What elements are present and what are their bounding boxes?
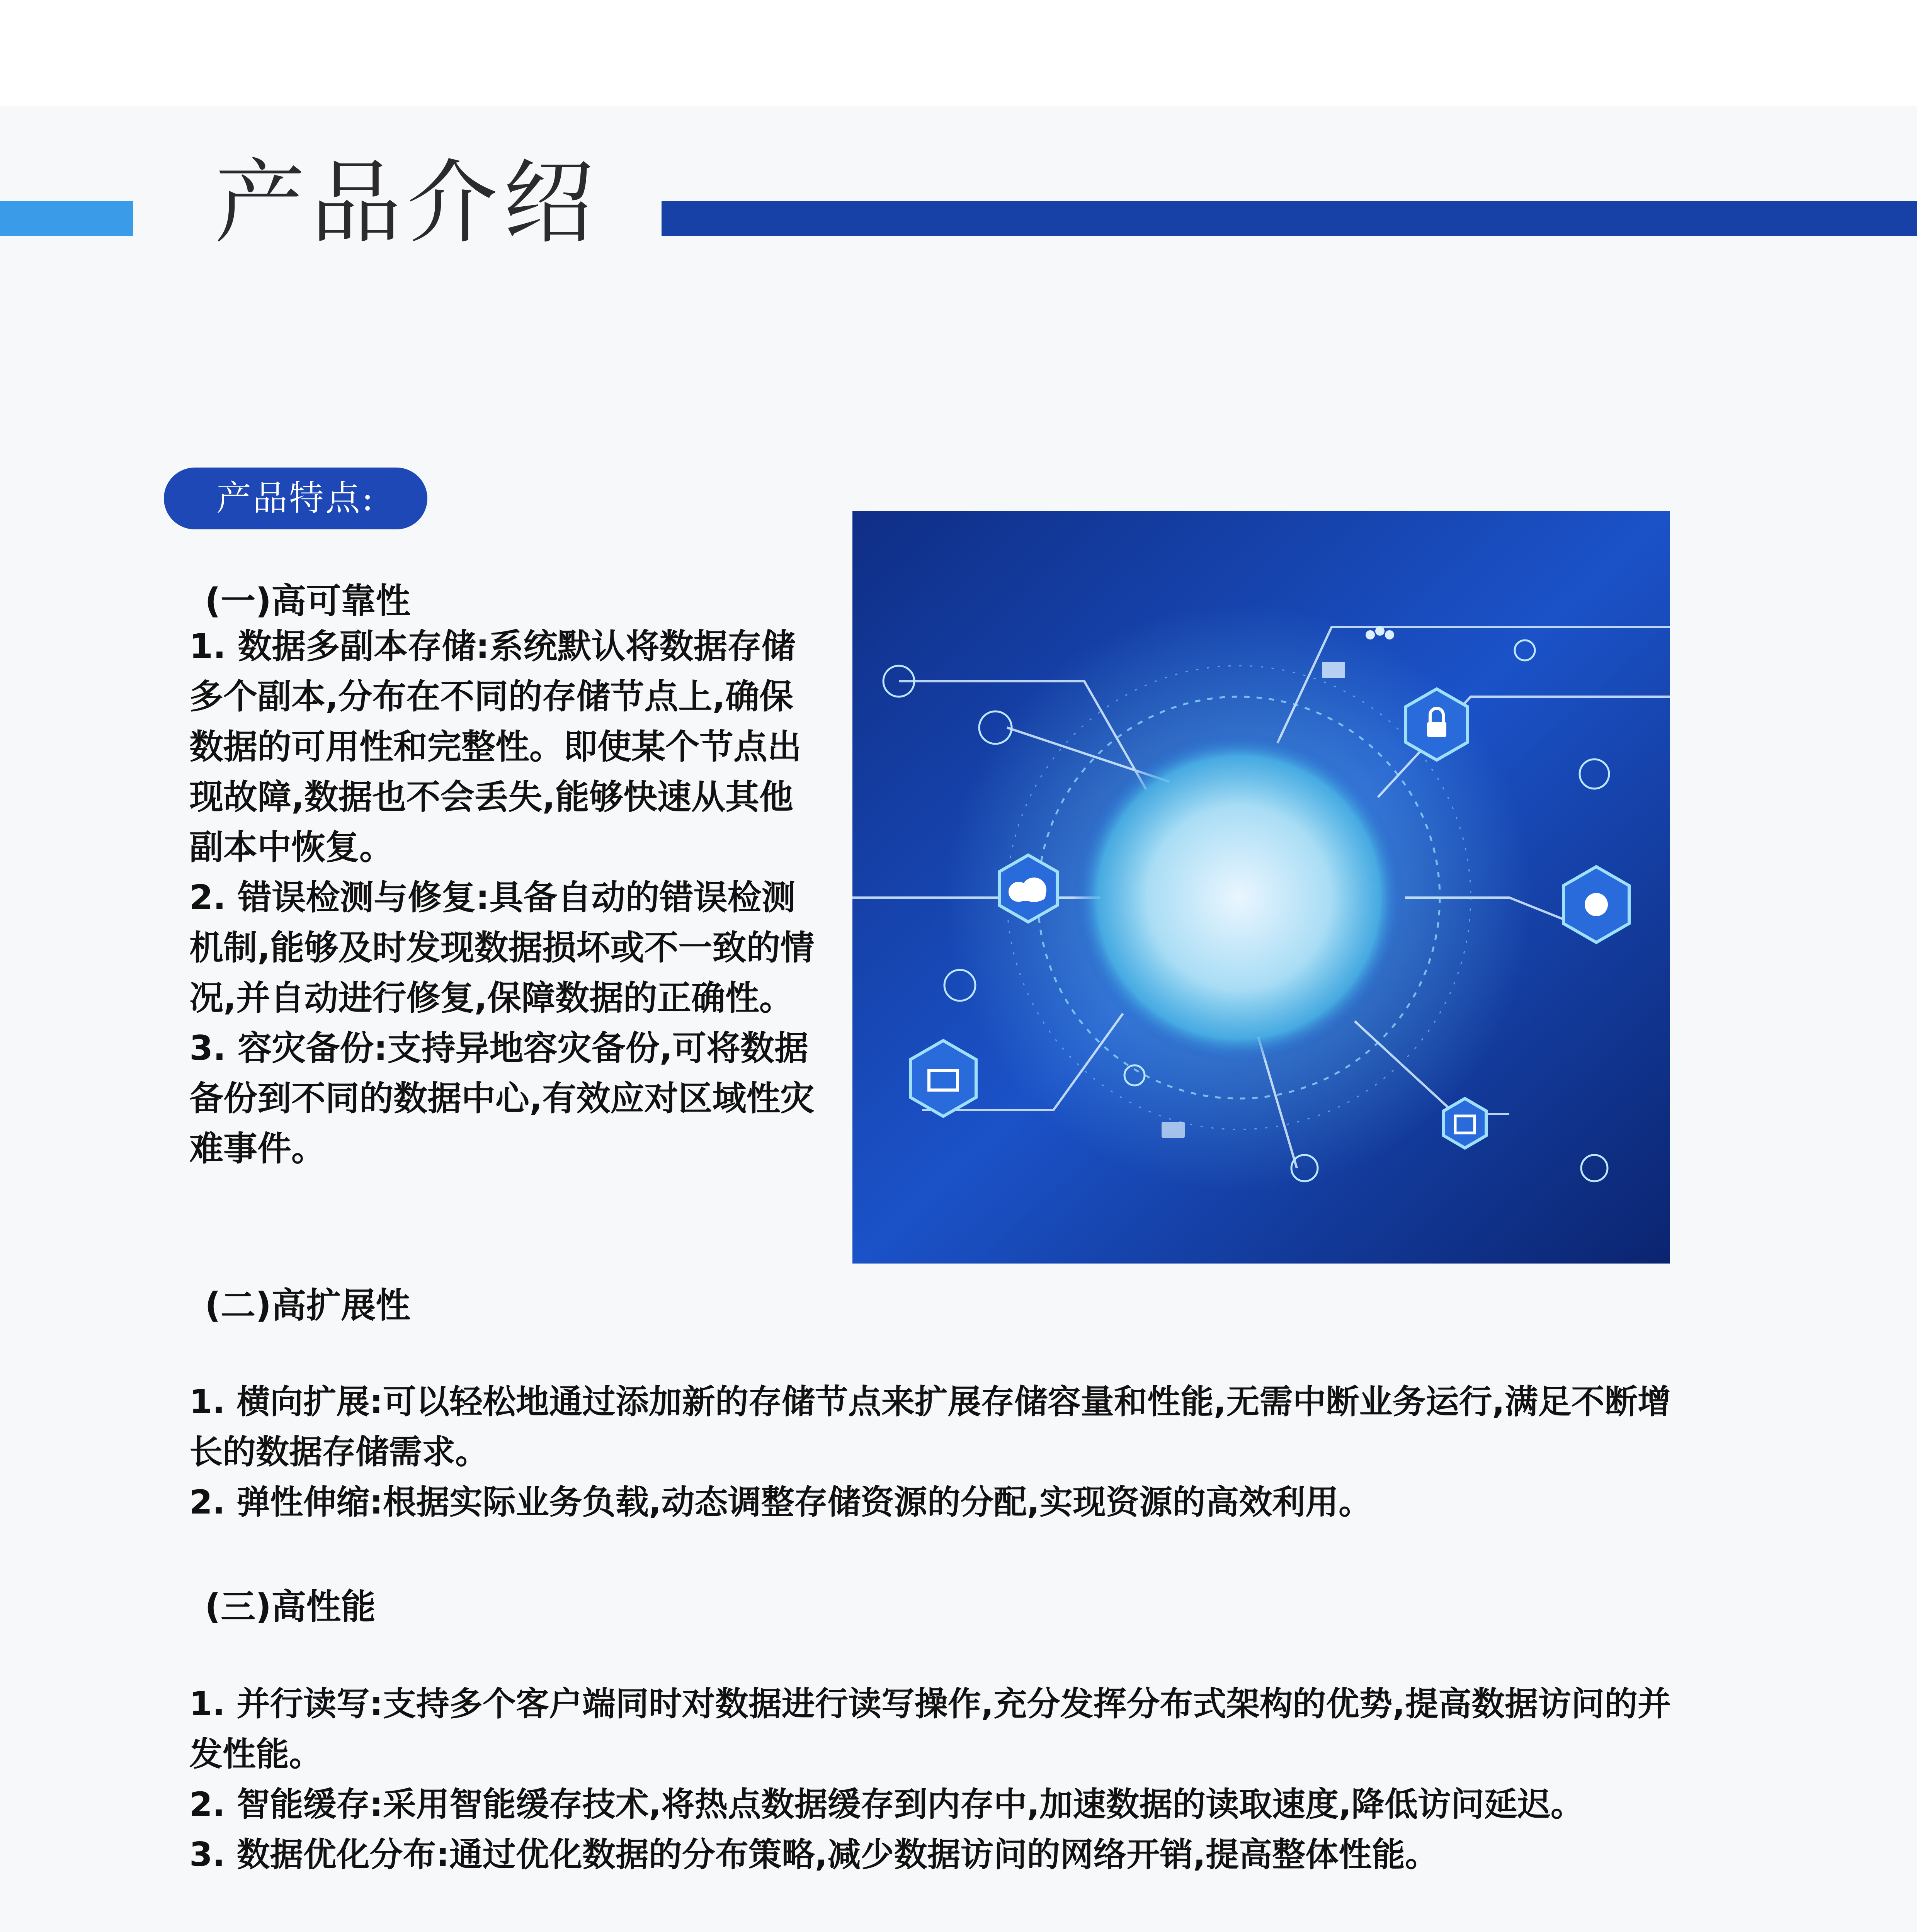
- performance-list: [189, 1679, 1704, 1880]
- list-item: 3. 数据优化分布:通过优化数据的分布策略,减少数据访问的网络开销,提高整体性能。: [189, 1835, 1439, 1874]
- list-item: 3. 容灾备份:支持异地容灾备份,可将数据备份到不同的数据中心,有效应对区域性灾难事件。: [189, 1028, 815, 1168]
- section-heading-reliability: (一)高可靠性: [205, 581, 411, 621]
- section-heading-data-security: [205, 1930, 410, 1932]
- list-item: 1. 并行读写:支持多个客户端同时对数据进行读写操作,充分发挥分布式架构的优势,提高数据访问的并发性能。: [189, 1685, 1671, 1774]
- list-item: 2. 智能缓存:采用智能缓存技术,将热点数据缓存到内存中,加速数据的读取速度,降低访问延迟。: [189, 1785, 1584, 1824]
- section-heading-scalability: (二)高扩展性: [205, 1285, 411, 1326]
- list-item: 2. 错误检测与修复:具备自动的错误检测机制,能够及时发现数据损坏或不一致的情况,并自动进行修复,保障数据的正确性。: [189, 878, 815, 1018]
- features-pill: 产品特点:: [164, 468, 427, 529]
- scalability-list: [189, 1377, 1704, 1527]
- section-heading-performance: (三)高性能: [205, 1587, 376, 1627]
- page-top-margin: [0, 0, 1917, 106]
- list-item: 2. 弹性伸缩:根据实际业务负载,动态调整存储资源的分配,实现资源的高效利用。: [189, 1483, 1372, 1522]
- title-right-accent-bar: [662, 201, 1917, 236]
- list-item: 1. 横向扩展:可以轻松地通过添加新的存储节点来扩展存储容量和性能,无需中断业务运行,满足不断增长的数据存储需求。: [189, 1383, 1671, 1471]
- page-title: 产品介绍: [214, 150, 599, 256]
- reliability-list: [189, 621, 823, 1174]
- title-left-accent-bar: [0, 201, 133, 236]
- list-item: 1. 数据多副本存储:系统默认将数据存储多个副本,分布在不同的存储节点上,确保数据的可用性和完整性。即使某个节点出现故障,数据也不会丢失,能够快速从其他副本中恢复。: [189, 626, 802, 867]
- network-globe-illustration: [852, 511, 1670, 1264]
